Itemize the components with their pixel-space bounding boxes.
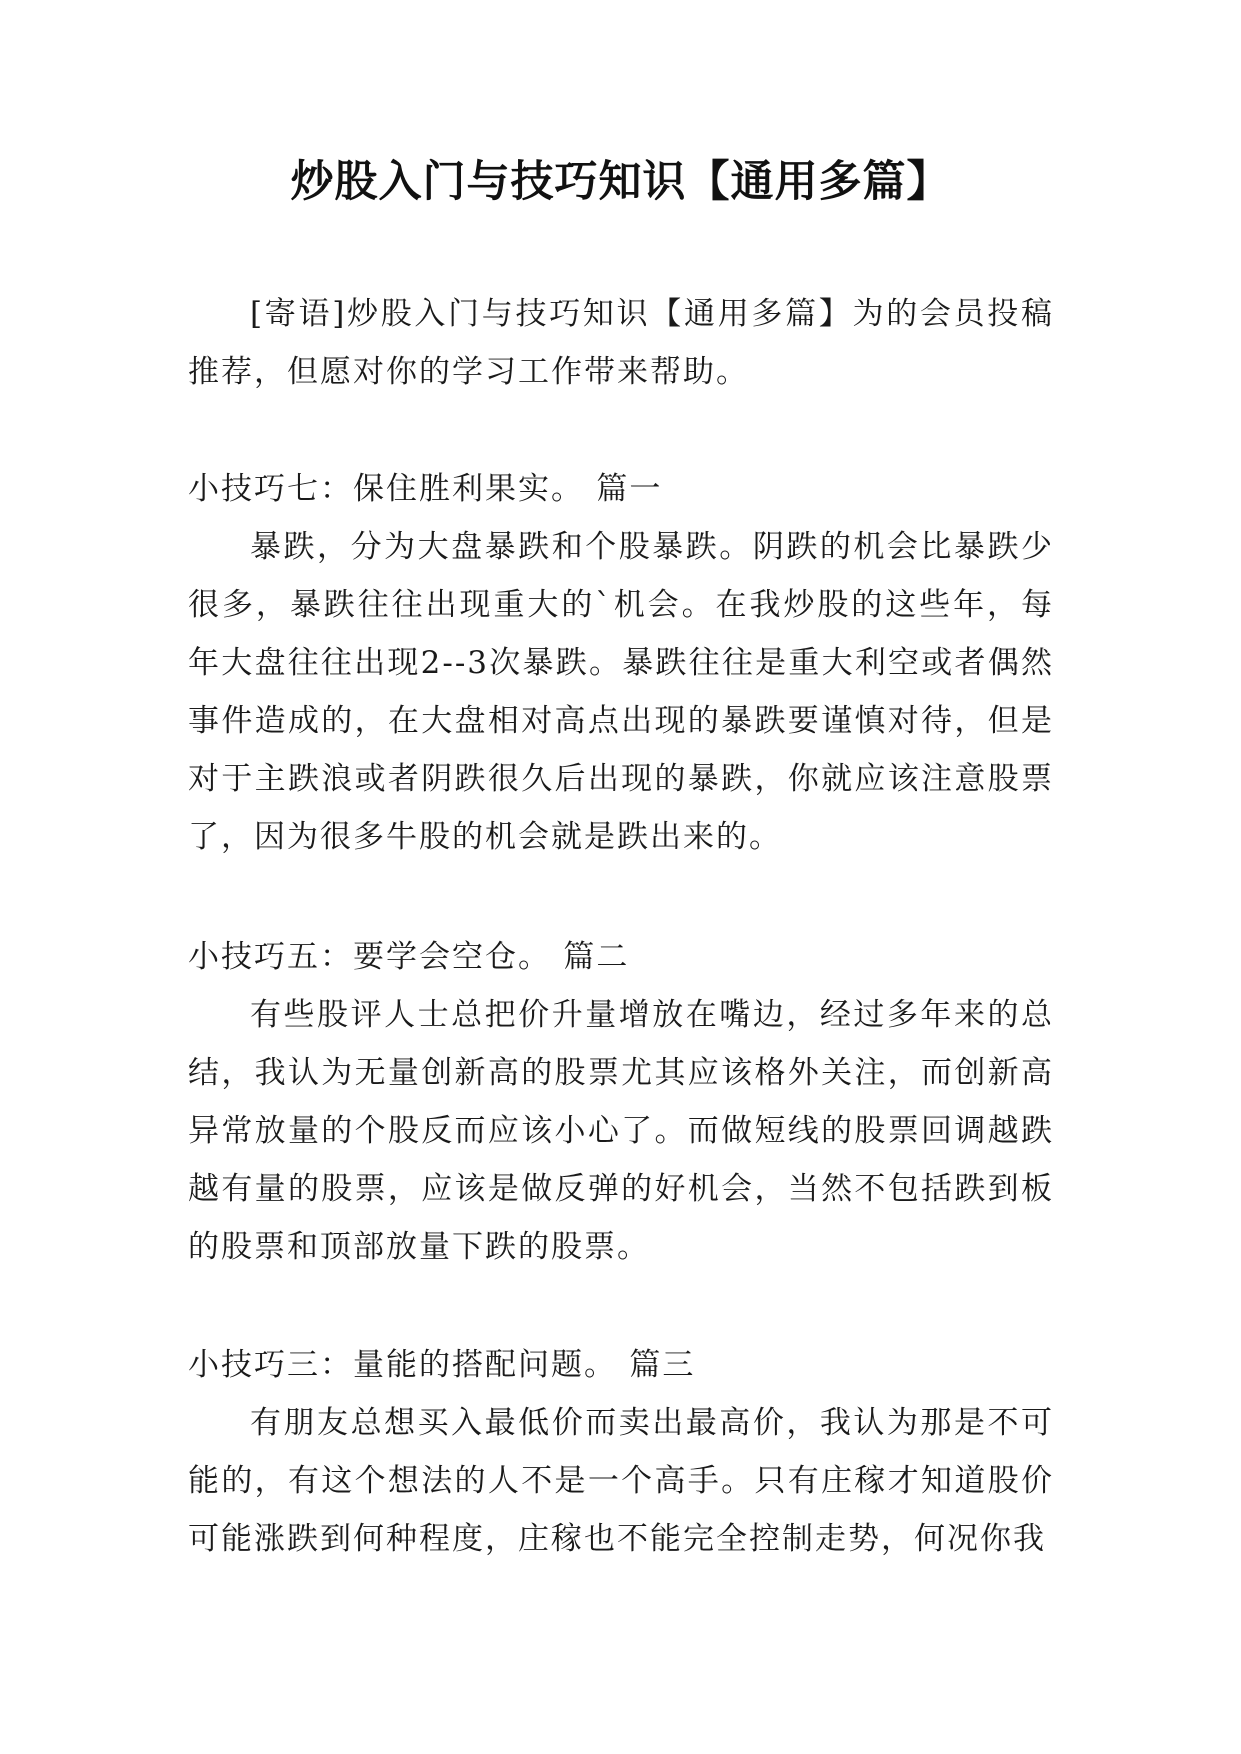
section-2-heading-text: 小技巧五：要学会空仓。 [188, 939, 551, 975]
section-3-body-text: 有朋友总想买入最低价而卖出最高价，我认为那是不可能的，有这个想法的人不是一个高手。只有庄稼才知道股价可能涨跌到何种程度，庄稼也不能完全控制走势，何况你我 [188, 1405, 1054, 1557]
section-2-label: 篇二 [563, 939, 630, 975]
document-title: 炒股入门与技巧知识【通用多篇】 [290, 157, 951, 207]
section-1-heading [188, 460, 1054, 518]
section-3-heading [188, 1336, 1054, 1394]
section-1-heading-text: 小技巧七：保住胜利果实。 [188, 471, 584, 507]
section-3-label: 篇三 [629, 1347, 696, 1383]
section-3-heading-text: 小技巧三：量能的搭配问题。 [188, 1347, 617, 1383]
section-2-heading [188, 928, 1054, 986]
section-1-body-text: 暴跌，分为大盘暴跌和个股暴跌。阴跌的机会比暴跌少很多，暴跌往往出现重大的`机会。在我炒股的这些年，每年大盘往往出现2--3次暴跌。暴跌往往是重大利空或者偶然事件造成的，在大盘相对高点出现的暴跌要谨慎对待，但是对于主跌浪或者阴跌很久后出现的暴跌，你就应该注意股票了，因为很多牛股的机会就是跌出来的。 [188, 529, 1054, 855]
section-2-body-text: 有些股评人士总把价升量增放在嘴边，经过多年来的总结，我认为无量创新高的股票尤其应该格外关注，而创新高异常放量的个股反而应该小心了。而做短线的股票回调越跌越有量的股票，应该是做反弹的好机会，当然不包括跌到板的股票和顶部放量下跌的股票。 [188, 997, 1054, 1265]
section-3-body [188, 1394, 1054, 1568]
intro-paragraph [188, 285, 1054, 401]
section-1-label: 篇一 [596, 471, 663, 507]
section-2-body [188, 986, 1054, 1276]
section-1-body [188, 518, 1054, 866]
intro-text: [寄语]炒股入门与技巧知识【通用多篇】为的会员投稿推荐，但愿对你的学习工作带来帮助。 [188, 296, 1054, 390]
